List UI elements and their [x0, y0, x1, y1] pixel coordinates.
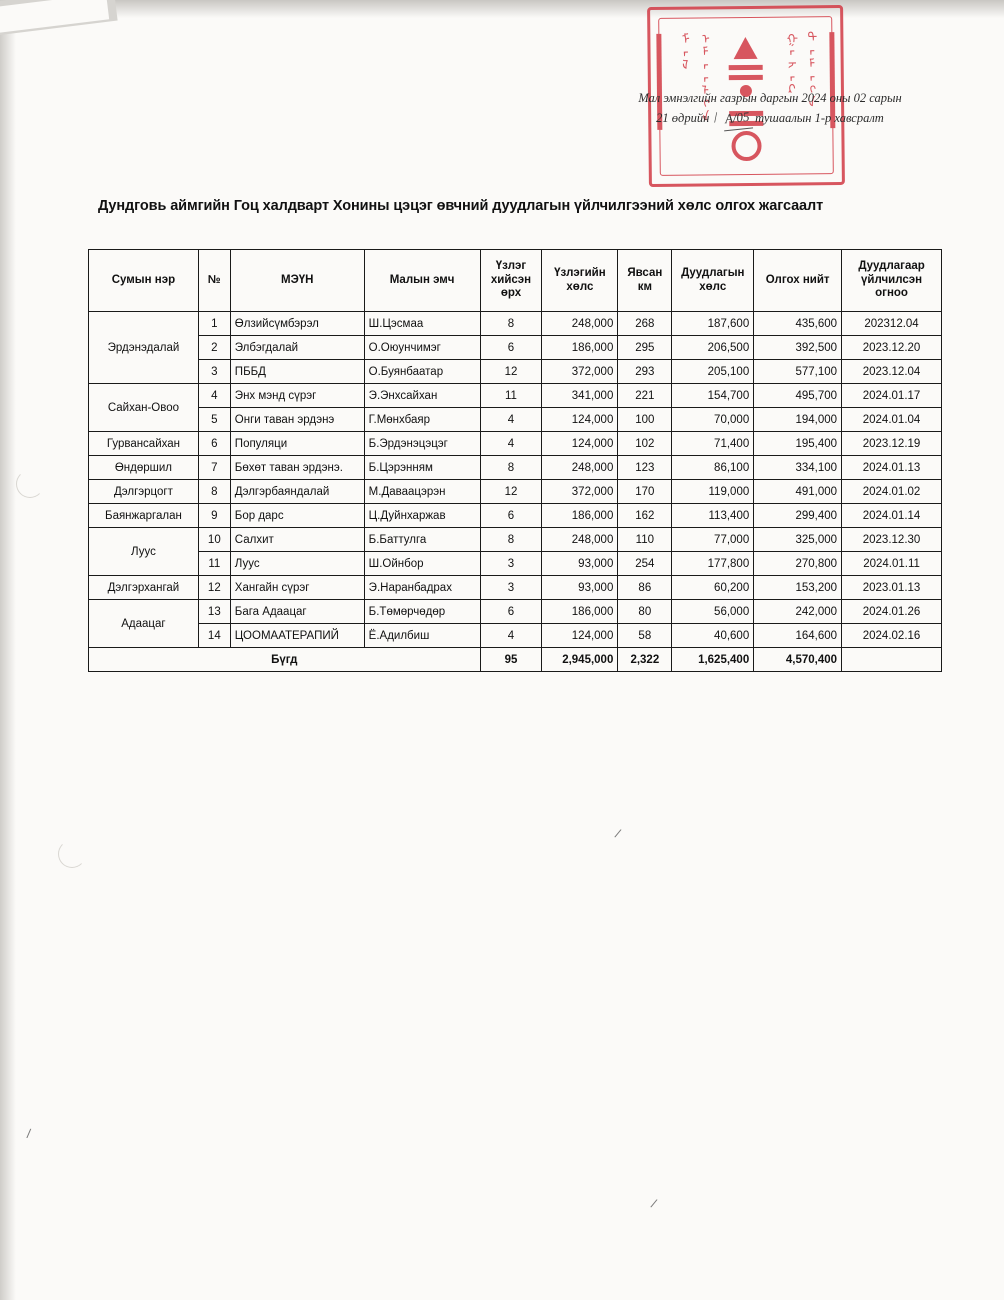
cell-households: 8 [480, 528, 542, 552]
cell-exam-fee: 93,000 [542, 576, 618, 600]
cell-km: 123 [618, 456, 672, 480]
th-vet: Малын эмч [364, 250, 480, 312]
cell-service-date: 2024.01.17 [842, 384, 942, 408]
cell-km: 162 [618, 504, 672, 528]
cell-exam-fee: 186,000 [542, 600, 618, 624]
soyombo-bar [729, 75, 763, 80]
cell-meyn: Дэлгэрбаяндалай [230, 480, 364, 504]
cell-total-payable: 491,000 [754, 480, 842, 504]
cell-service-date: 2023.12.30 [842, 528, 942, 552]
cell-km: 100 [618, 408, 672, 432]
cell-total-households: 95 [480, 648, 542, 672]
cell-exam-fee: 124,000 [542, 432, 618, 456]
cell-total-call-fee: 1,625,400 [672, 648, 754, 672]
th-number: № [198, 250, 230, 312]
table-header-row [89, 250, 942, 312]
cell-households: 4 [480, 624, 542, 648]
cell-vet: Б.Төмөрчөдөр [364, 600, 480, 624]
table-head [89, 250, 942, 312]
cell-km: 170 [618, 480, 672, 504]
cell-number: 14 [198, 624, 230, 648]
cell-service-date: 2024.01.04 [842, 408, 942, 432]
cell-households: 12 [480, 360, 542, 384]
cell-households: 3 [480, 576, 542, 600]
seal-script-column-3: ᠭᠠᠵᠠᠷ [780, 30, 796, 96]
cell-total-payable: 242,000 [754, 600, 842, 624]
th-km: Явсан км [618, 250, 672, 312]
cell-meyn: Элбэгдалай [230, 336, 364, 360]
scan-edge-shadow-top [0, 0, 1004, 18]
th-exam-fee: Үзлэгийн хөлс [542, 250, 618, 312]
cell-vet: Э.Энхсайхан [364, 384, 480, 408]
cell-service-date: 2024.01.11 [842, 552, 942, 576]
cell-number: 7 [198, 456, 230, 480]
cell-km: 268 [618, 312, 672, 336]
table-row [89, 600, 942, 624]
cell-km: 80 [618, 600, 672, 624]
cell-meyn: ЦООМААТЕРАПИЙ [230, 624, 364, 648]
cell-households: 4 [480, 432, 542, 456]
cell-meyn: Бага Адаацаг [230, 600, 364, 624]
cell-service-date: 2024.01.13 [842, 456, 942, 480]
cell-service-date: 2023.12.20 [842, 336, 942, 360]
cell-households: 12 [480, 480, 542, 504]
table-row [89, 528, 942, 552]
table-row [89, 408, 942, 432]
cell-call-fee: 40,600 [672, 624, 754, 648]
cell-call-fee: 77,000 [672, 528, 754, 552]
cell-meyn: Өлзийсүмбэрэл [230, 312, 364, 336]
cell-total-payable: 164,600 [754, 624, 842, 648]
cell-km: 254 [618, 552, 672, 576]
page-title: Дундговь аймгийн Гоц халдварт Хонины цэцэг өвчний дуудлагын үйлчилгээний хөлс олгох жагсаалт [98, 198, 824, 214]
th-total-payable: Олгох нийт [754, 250, 842, 312]
payment-table-container [88, 249, 942, 672]
cell-service-date: 202312.04 [842, 312, 942, 336]
pen-stroke-mark: / [25, 1125, 32, 1142]
cell-vet: Э.Наранбадрах [364, 576, 480, 600]
cell-number: 13 [198, 600, 230, 624]
cell-sum-name: Сайхан-Овоо [89, 384, 199, 432]
cell-exam-fee: 248,000 [542, 528, 618, 552]
cell-number: 1 [198, 312, 230, 336]
cell-vet: М.Даваацэрэн [364, 480, 480, 504]
table-row [89, 504, 942, 528]
cell-km: 102 [618, 432, 672, 456]
cell-households: 6 [480, 336, 542, 360]
cell-households: 8 [480, 312, 542, 336]
cell-km: 86 [618, 576, 672, 600]
cell-sum-name: Адаацаг [89, 600, 199, 648]
table-total-row [89, 648, 942, 672]
cell-households: 4 [480, 408, 542, 432]
cell-km: 110 [618, 528, 672, 552]
attachment-note-line2: 21 өдрийн [656, 111, 710, 125]
cell-service-date: 2023.12.19 [842, 432, 942, 456]
pen-stroke-mark: / [712, 110, 721, 127]
cell-call-fee: 177,800 [672, 552, 754, 576]
table-body [89, 312, 942, 672]
payment-table [88, 249, 942, 672]
cell-service-date: 2023.12.04 [842, 360, 942, 384]
cell-meyn: Онги таван эрдэнэ [230, 408, 364, 432]
cell-sum-name: Дэлгэрцогт [89, 480, 199, 504]
cell-vet: О.Буянбаатар [364, 360, 480, 384]
cell-vet: Ш.Цэсмаа [364, 312, 480, 336]
cell-meyn: Хангайн сүрэг [230, 576, 364, 600]
cell-number: 2 [198, 336, 230, 360]
cell-total-payable: 195,400 [754, 432, 842, 456]
cell-sum-name: Баянжаргалан [89, 504, 199, 528]
cell-total-payable: 495,700 [754, 384, 842, 408]
cell-vet: Г.Мөнхбаяр [364, 408, 480, 432]
cell-total-payable: 153,200 [754, 576, 842, 600]
cell-call-fee: 205,100 [672, 360, 754, 384]
cell-sum-name: Гурвансайхан [89, 432, 199, 456]
cell-exam-fee: 248,000 [542, 312, 618, 336]
cell-km: 295 [618, 336, 672, 360]
cell-call-fee: 206,500 [672, 336, 754, 360]
cell-meyn: Луус [230, 552, 364, 576]
cell-total-km: 2,322 [618, 648, 672, 672]
cell-total-payable: 577,100 [754, 360, 842, 384]
table-row [89, 456, 942, 480]
table-row [89, 552, 942, 576]
cell-meyn: Салхит [230, 528, 364, 552]
cell-call-fee: 113,400 [672, 504, 754, 528]
cell-call-fee: 71,400 [672, 432, 754, 456]
table-row [89, 360, 942, 384]
cell-meyn: Популяци [230, 432, 364, 456]
cell-total-payable: 270,800 [754, 552, 842, 576]
hole-punch-mark [58, 840, 86, 868]
table-row [89, 624, 942, 648]
pen-stroke-mark: / [613, 825, 623, 842]
soyombo-flame [733, 37, 757, 59]
table-row [89, 336, 942, 360]
cell-vet: Ц.Дуйнхаржав [364, 504, 480, 528]
cell-total-payable: 334,100 [754, 456, 842, 480]
cell-sum-name: Өндөршил [89, 456, 199, 480]
cell-meyn: Бөхөт таван эрдэнэ. [230, 456, 364, 480]
cell-call-fee: 60,200 [672, 576, 754, 600]
table-row [89, 576, 942, 600]
cell-number: 5 [198, 408, 230, 432]
cell-households: 3 [480, 552, 542, 576]
th-meyn: МЭҮН [230, 250, 364, 312]
seal-script-column-4: ᠲᠠᠮᠠᠭᠠ [800, 30, 817, 109]
cell-service-date: 2023.01.13 [842, 576, 942, 600]
hole-punch-mark [16, 470, 44, 498]
cell-vet: Б.Цэрэнням [364, 456, 480, 480]
cell-vet: Б.Баттулга [364, 528, 480, 552]
cell-meyn: Бор дарс [230, 504, 364, 528]
th-households: Үзлэг хийсэн өрх [480, 250, 542, 312]
attachment-note-line1: Мал эмнэлгийн газрын даргын 2024 оны 02 сарын [638, 91, 902, 105]
cell-meyn: Энх мэнд сүрэг [230, 384, 364, 408]
cell-exam-fee: 186,000 [542, 504, 618, 528]
cell-total-label: Бүгд [89, 648, 481, 672]
cell-total-payable-sum: 4,570,400 [754, 648, 842, 672]
cell-number: 12 [198, 576, 230, 600]
cell-households: 6 [480, 600, 542, 624]
cell-exam-fee: 186,000 [542, 336, 618, 360]
soyombo-bar [729, 65, 763, 70]
cell-vet: Б.Эрдэнэцэцэг [364, 432, 480, 456]
cell-exam-fee: 93,000 [542, 552, 618, 576]
cell-number: 4 [198, 384, 230, 408]
th-sum-name: Сумын нэр [89, 250, 199, 312]
cell-km: 221 [618, 384, 672, 408]
cell-total-payable: 194,000 [754, 408, 842, 432]
table-row [89, 432, 942, 456]
cell-vet: Ё.Адилбиш [364, 624, 480, 648]
pen-stroke-mark: / [649, 1195, 659, 1212]
cell-total-date [842, 648, 942, 672]
th-service-date: Дуудлагаар үйлчилсэн огноо [842, 250, 942, 312]
seal-script-column-2: ᠡᠮᠨᠡᠯᠭᠡ [693, 31, 710, 123]
scan-edge-shadow-left [0, 0, 16, 1300]
cell-vet: Ш.Ойнбор [364, 552, 480, 576]
cell-number: 11 [198, 552, 230, 576]
table-row [89, 312, 942, 336]
attachment-reference-note [600, 88, 940, 130]
cell-exam-fee: 248,000 [542, 456, 618, 480]
cell-call-fee: 70,000 [672, 408, 754, 432]
cell-sum-name: Дэлгэрхангай [89, 576, 199, 600]
cell-number: 6 [198, 432, 230, 456]
cell-total-payable: 299,400 [754, 504, 842, 528]
cell-number: 10 [198, 528, 230, 552]
cell-call-fee: 187,600 [672, 312, 754, 336]
cell-vet: О.Оюунчимэг [364, 336, 480, 360]
cell-km: 58 [618, 624, 672, 648]
handwritten-order-number: А/05 [722, 107, 753, 132]
cell-total-payable: 325,000 [754, 528, 842, 552]
cell-total-exam-fee: 2,945,000 [542, 648, 618, 672]
cell-number: 3 [198, 360, 230, 384]
cell-exam-fee: 124,000 [542, 408, 618, 432]
cell-exam-fee: 372,000 [542, 360, 618, 384]
th-call-fee: Дуудлагын хөлс [672, 250, 754, 312]
cell-call-fee: 119,000 [672, 480, 754, 504]
cell-households: 8 [480, 456, 542, 480]
cell-sum-name: Эрдэнэдалай [89, 312, 199, 384]
seal-script-column-1: ᠮᠠᠯ [673, 31, 690, 71]
cell-service-date: 2024.01.02 [842, 480, 942, 504]
cell-meyn: ПББД [230, 360, 364, 384]
cell-exam-fee: 124,000 [542, 624, 618, 648]
table-row [89, 384, 942, 408]
cell-exam-fee: 341,000 [542, 384, 618, 408]
cell-km: 293 [618, 360, 672, 384]
cell-sum-name: Луус [89, 528, 199, 576]
cell-service-date: 2024.01.26 [842, 600, 942, 624]
cell-call-fee: 56,000 [672, 600, 754, 624]
cell-number: 9 [198, 504, 230, 528]
cell-total-payable: 435,600 [754, 312, 842, 336]
cell-call-fee: 86,100 [672, 456, 754, 480]
cell-service-date: 2024.01.14 [842, 504, 942, 528]
cell-total-payable: 392,500 [754, 336, 842, 360]
cell-exam-fee: 372,000 [542, 480, 618, 504]
cell-number: 8 [198, 480, 230, 504]
table-row [89, 480, 942, 504]
cell-households: 11 [480, 384, 542, 408]
cell-call-fee: 154,700 [672, 384, 754, 408]
cell-service-date: 2024.02.16 [842, 624, 942, 648]
soyombo-yin-yang [731, 131, 761, 161]
attachment-note-line2-wrap [600, 108, 940, 130]
attachment-note-line3: тушаалын 1-р хавсралт [755, 111, 884, 125]
cell-households: 6 [480, 504, 542, 528]
